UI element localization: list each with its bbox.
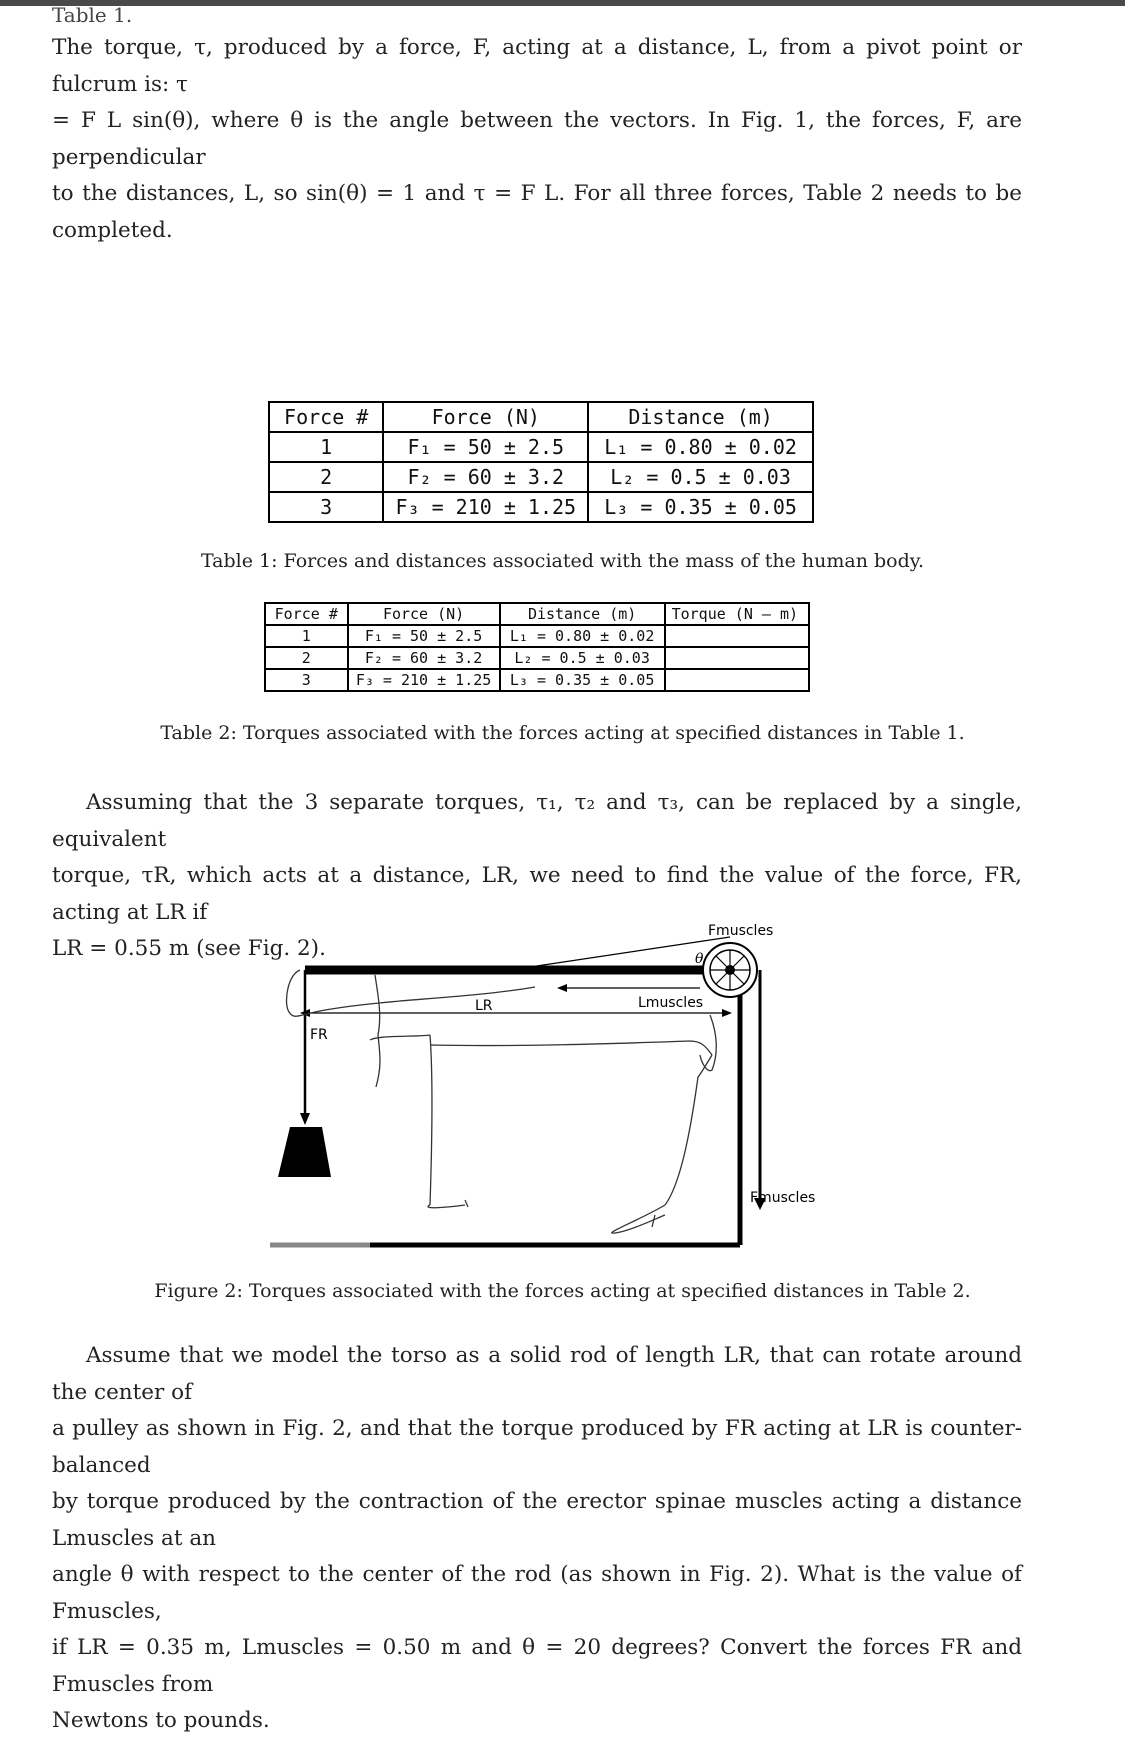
table-row [269, 462, 813, 492]
para2-line-2: torque, τR, which acts at a distance, LR, we need to find the value of the force, FR, acting at LR if [52, 863, 1022, 925]
table-2-row-1-force: F₁ = 50 ± 2.5 [348, 625, 500, 647]
table-row [265, 647, 809, 669]
table-1-row-1-distance: L₁ = 0.80 ± 0.02 [588, 432, 813, 462]
table-2-row-1-distance: L₁ = 0.80 ± 0.02 [500, 625, 665, 647]
table-2-row-3-torque [665, 669, 809, 691]
table-2-row-3-force: F₃ = 210 ± 1.25 [348, 669, 500, 691]
table-1-row-2-distance: L₂ = 0.5 ± 0.03 [588, 462, 813, 492]
table-1-row-3-distance: L₃ = 0.35 ± 0.05 [588, 492, 813, 522]
table-1-row-3-num: 3 [269, 492, 383, 522]
table-2-header-force: Force (N) [348, 603, 500, 625]
table-1-row-2-num: 2 [269, 462, 383, 492]
para3-line-2: a pulley as shown in Fig. 2, and that the torque produced by FR acting at LR is counter-balanced [52, 1416, 1022, 1478]
intro-line-3: to the distances, L, so sin(θ) = 1 and τ = F L. For all three forces, Table 2 needs to be completed. [52, 181, 1022, 243]
model-paragraph [52, 1338, 1022, 1740]
pulley [703, 943, 757, 997]
label-fr: FR [310, 1027, 328, 1043]
table-2-caption: Table 2: Torques associated with the forces acting at specified distances in Table 1. [160, 722, 965, 744]
table-1-header-row [269, 402, 813, 432]
lr-arrowhead-right [722, 1009, 732, 1017]
label-fmuscles-bottom: Fmuscles [750, 1190, 816, 1206]
table-2-header-row [265, 603, 809, 625]
table-1-row-2-force: F₂ = 60 ± 3.2 [383, 462, 588, 492]
table-1 [268, 401, 814, 523]
table-2-row-1-torque [665, 625, 809, 647]
table-1-row-3-force: F₃ = 210 ± 1.25 [383, 492, 588, 522]
table-1-row-1-force: F₁ = 50 ± 2.5 [383, 432, 588, 462]
intro-paragraph [52, 30, 1022, 249]
label-lr: LR [475, 998, 493, 1014]
para3-line-5: if LR = 0.35 m, Lmuscles = 0.50 m and θ = 20 degrees? Convert the forces FR and Fmuscles from [52, 1635, 1022, 1697]
table-2-row-2-distance: L₂ = 0.5 ± 0.03 [500, 647, 665, 669]
table-1-row-1-num: 1 [269, 432, 383, 462]
table-row [269, 432, 813, 462]
weight-block [278, 1127, 331, 1177]
table-2-header-distance: Distance (m) [500, 603, 665, 625]
lmuscles-arrowhead [557, 984, 567, 992]
intro-line-2: = F L sin(θ), where θ is the angle between the vectors. In Fig. 1, the forces, F, are perpendicular [52, 108, 1022, 170]
table-1-caption: Table 1: Forces and distances associated with the mass of the human body. [200, 550, 924, 572]
table-2-row-3-num: 3 [265, 669, 348, 691]
table-1-header-force-num: Force # [269, 402, 383, 432]
table-row [265, 625, 809, 647]
para3-line-6: Newtons to pounds. [52, 1708, 270, 1733]
para2-line-1: Assuming that the 3 separate torques, τ₁, τ₂ and τ₃, can be replaced by a single, equivalent [52, 790, 1022, 852]
figure-2-caption: Figure 2: Torques associated with the forces acting at specified distances in Table 2. [154, 1280, 971, 1302]
label-fmuscles-top: Fmuscles [708, 923, 774, 939]
table-row [269, 492, 813, 522]
para3-line-4: angle θ with respect to the center of the rod (as shown in Fig. 2). What is the value of Fmuscles, [52, 1562, 1022, 1624]
label-theta: θ [695, 951, 704, 967]
figure-2 [270, 915, 830, 1255]
table-2-row-3-distance: L₃ = 0.35 ± 0.05 [500, 669, 665, 691]
table-1-header-distance: Distance (m) [588, 402, 813, 432]
intro-line-1: The torque, τ, produced by a force, F, acting at a distance, L, from a pivot point or fulcrum is: τ [52, 35, 1022, 97]
table-2-header-torque: Torque (N – m) [665, 603, 809, 625]
top-bar [0, 0, 1125, 6]
fr-arrowhead [300, 1113, 310, 1125]
table-row [265, 669, 809, 691]
table-label: Table 1. [52, 3, 133, 27]
table-2-row-1-num: 1 [265, 625, 348, 647]
table-2-row-2-num: 2 [265, 647, 348, 669]
table-2-header-force-num: Force # [265, 603, 348, 625]
para3-line-3: by torque produced by the contraction of the erector spinae muscles acting a distance Lmuscles at an [52, 1489, 1022, 1551]
para3-line-1: Assume that we model the torso as a solid rod of length LR, that can rotate around the center of [52, 1343, 1022, 1405]
table-2-row-2-force: F₂ = 60 ± 3.2 [348, 647, 500, 669]
label-lmuscles: Lmuscles [638, 995, 704, 1011]
table-2 [264, 602, 810, 692]
table-1-header-force: Force (N) [383, 402, 588, 432]
para2-line-3: LR = 0.55 m (see Fig. 2). [52, 936, 326, 961]
table-2-row-2-torque [665, 647, 809, 669]
